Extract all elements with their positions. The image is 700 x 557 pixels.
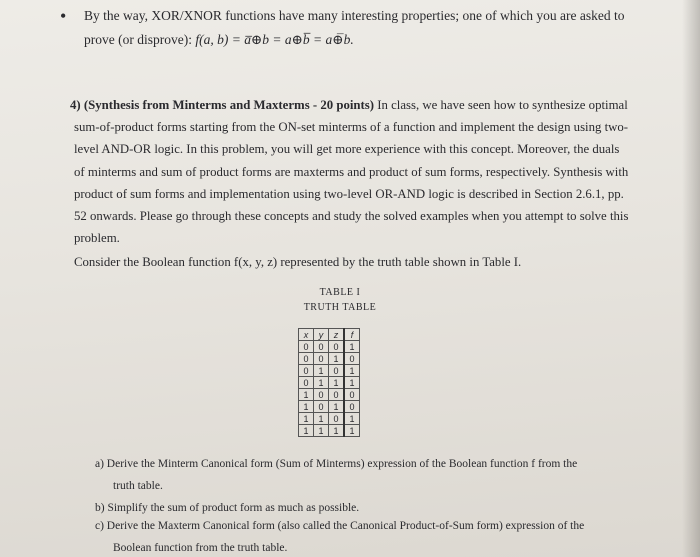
table-row (299, 365, 360, 377)
header-x: x (299, 329, 314, 341)
table-row (299, 377, 360, 389)
cell: 0 (314, 401, 329, 413)
question-4 (50, 94, 640, 274)
cell: 1 (299, 389, 314, 401)
question-4-line-4: of minterms and sum of product forms are maxterms and product of sum forms, respectively. Synthesis with (74, 164, 629, 179)
cell: 0 (299, 341, 314, 353)
header-z: z (329, 329, 345, 341)
cell: 0 (329, 389, 345, 401)
cell: 1 (344, 425, 360, 437)
cell: 1 (344, 377, 360, 389)
cell: 1 (329, 353, 345, 365)
cell: 0 (299, 377, 314, 389)
cell: 1 (299, 401, 314, 413)
truth-table-header (299, 329, 360, 341)
cell: 0 (314, 353, 329, 365)
part-b: b) Simplify the sum of product form as much as possible. (95, 502, 360, 514)
consider-sentence: Consider the Boolean function f(x, y, z) represented by the truth table shown in Table I. (74, 255, 522, 270)
cell: 0 (344, 401, 360, 413)
cell: 0 (314, 341, 329, 353)
cell: 1 (299, 425, 314, 437)
cell: 1 (314, 365, 329, 377)
question-4-line-1 (50, 94, 640, 116)
xor-formula: f(a, b) = a̅⊕b = a⊕b̅ = a⊕̅b. (195, 32, 354, 47)
truth-table (298, 328, 360, 437)
cell: 0 (344, 353, 360, 365)
cell: 0 (329, 365, 345, 377)
cell: 0 (299, 353, 314, 365)
cell: 0 (299, 365, 314, 377)
question-4-line-5: product of sum forms and implementation using two-level OR-AND logic is described in Section 2.6.1, pp. (74, 186, 624, 201)
cell: 0 (329, 413, 345, 425)
header-f: f (344, 329, 360, 341)
page-edge-shadow (682, 0, 700, 557)
cell: 1 (329, 401, 345, 413)
question-4-heading: 4) (Synthesis from Minterms and Maxterms - 20 points) (70, 98, 375, 112)
question-4-line-6: 52 onwards. Please go through these concepts and study the solved examples when you attempt to solve this (74, 209, 629, 224)
cell: 0 (344, 389, 360, 401)
part-c-line-1: c) Derive the Maxterm Canonical form (also called the Canonical Product-of-Sum form) expression of the (95, 520, 585, 532)
question-4-line-7: problem. (74, 231, 120, 246)
question-4-line-3: level AND-OR logic. In this problem, you will get more experience with this concept. Moreover, the duals (74, 142, 620, 157)
cell: 1 (314, 425, 329, 437)
cell: 0 (314, 389, 329, 401)
table-row (299, 401, 360, 413)
table-caption-title: TRUTH TABLE (303, 302, 377, 313)
table-caption (300, 285, 380, 315)
bullet-line-1: By the way, XOR/XNOR functions have many interesting properties; one of which you are asked to (84, 8, 625, 23)
cell: 1 (314, 413, 329, 425)
table-row (299, 389, 360, 401)
cell: 0 (329, 341, 345, 353)
table-row (299, 413, 360, 425)
bullet-dot-icon: • (60, 6, 67, 26)
header-y: y (314, 329, 329, 341)
cell: 1 (329, 425, 345, 437)
part-c (95, 515, 635, 557)
part-c-line-2: Boolean function from the truth table. (113, 542, 288, 554)
cell: 1 (314, 377, 329, 389)
xor-bullet (62, 4, 662, 52)
cell: 1 (344, 365, 360, 377)
question-4-line-1-text: In class, we have seen how to synthesize optimal (377, 98, 628, 112)
table-row (299, 425, 360, 437)
question-4-line-2: sum-of-product forms starting from the ON-set minterms of a function and implement the design using two- (74, 120, 629, 135)
cell: 1 (344, 413, 360, 425)
table-row (299, 341, 360, 353)
part-a (95, 453, 635, 497)
cell: 1 (329, 377, 345, 389)
part-a-line-2: truth table. (113, 480, 163, 492)
cell: 1 (299, 413, 314, 425)
part-a-line-1: a) Derive the Minterm Canonical form (Sum of Minterms) expression of the Boolean function f from the (95, 458, 578, 470)
table-caption-number: TABLE I (319, 287, 361, 298)
bullet-prefix: prove (or disprove): (84, 32, 196, 47)
table-row (299, 353, 360, 365)
cell: 1 (344, 341, 360, 353)
bullet-line-2 (84, 28, 662, 52)
